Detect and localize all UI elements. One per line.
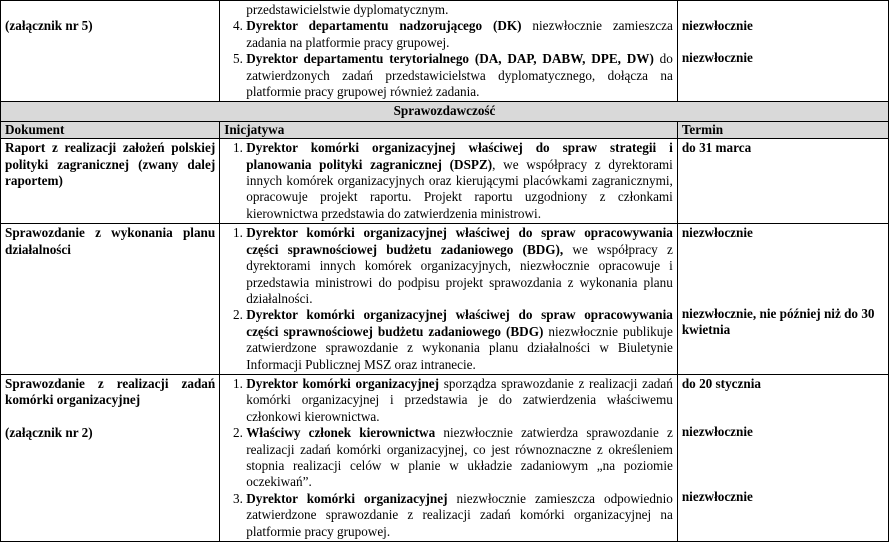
- initiative-cell: [220, 224, 678, 375]
- initiative-list: [224, 376, 673, 540]
- doc-cell: Raport z realizacji założeń polskiej polityki zagranicznej (zwany dalej raportem): [1, 139, 220, 224]
- col-header-initiative: Inicjatywa: [220, 121, 678, 138]
- table-row: [1, 139, 889, 224]
- doc-cell: [1, 1, 220, 102]
- term-value: niezwłocznie: [681, 50, 753, 66]
- doc-title: Sprawozdanie z realizacji zadań komórki organizacyjnej: [5, 375, 216, 408]
- initiative-list: [224, 18, 673, 100]
- initiative-cell: [220, 139, 678, 224]
- section-header-row: [1, 102, 889, 121]
- table-row: [1, 224, 889, 375]
- col-header-document: Dokument: [1, 121, 220, 138]
- list-item: 2. Właściwy członek kierownictwa niezwłocznie zatwierdza sprawozdanie z realizacji zadań komórki organizacyjnej, co jest równoznaczne z określeniem stopnia realizacji celów w planie w układzie zadaniowym „na poziomie oczekiwań”.: [246, 425, 673, 491]
- term-value: niezwłocznie: [681, 18, 753, 33]
- list-item: 1. Dyrektor komórki organizacyjnej właściwej do spraw opracowywania części sprawnościowej budżetu zadaniowego (BDG), we współpracy z dyrektorami innych komórek organizacyjnych, niezwłocznie opracowuje i przedstawia ministrowi do podpisu projekt sprawozdania z wykonania planu działalności.: [246, 225, 673, 307]
- initiative-list: [224, 140, 673, 222]
- initiative-list: [224, 225, 673, 373]
- term-cell: [677, 224, 888, 375]
- list-item: 3. Dyrektor komórki organizacyjnej niezwłocznie zamieszcza odpowiednio zatwierdzone sprawozdanie z realizacji zadań komórki organizacyjnej na platformie pracy grupowej.: [246, 491, 673, 540]
- doc-cell: [1, 374, 220, 541]
- list-item: 1. Dyrektor komórki organizacyjnej właściwej do spraw strategii i planowania polityki zagranicznej (DSPZ), we współpracy z dyrektorami innych komórek organizacyjnych oraz kierującymi placówkami zagranicznymi, opracowuje projekt raportu. Projekt raportu uzgodniony z członkami kierownictwa przedstawia do zatwierdzenia ministrowi.: [246, 140, 673, 222]
- col-header-term: Termin: [677, 121, 888, 138]
- doc-annex-label: (załącznik nr 2): [5, 424, 93, 440]
- list-item: 5. Dyrektor departamentu terytorialnego (DA, DAP, DABW, DPE, DW) do zatwierdzonych zadań przedstawicielstwa dyplomatycznego, dołącza na platformie pracy grupowej również zadania.: [246, 51, 673, 100]
- column-header-row: [1, 121, 889, 138]
- term-cell: [677, 1, 888, 102]
- term-cell: [677, 139, 888, 224]
- term-value: do 20 stycznia: [681, 375, 761, 391]
- initiative-cell: [220, 374, 678, 541]
- doc-cell: Sprawozdanie z wykonania planu działalności: [1, 224, 220, 375]
- doc-annex-label: (załącznik nr 5): [5, 18, 93, 33]
- continued-row: [1, 1, 889, 102]
- initiative-cell: [220, 1, 678, 102]
- list-item: 1. Dyrektor komórki organizacyjnej sporządza sprawozdanie z realizacji zadań komórki organizacyjnej i przedstawia je do zatwierdzenia właściwemu członkowi kierownictwa.: [246, 376, 673, 425]
- list-item: 4. Dyrektor departamentu nadzorującego (DK) niezwłocznie zamieszcza zadania na platformie pracy grupowej.: [246, 18, 673, 51]
- term-value: niezwłocznie, nie później niż do 30 kwietnia: [681, 305, 875, 338]
- term-value: do 31 marca: [681, 140, 752, 156]
- term-value: niezwłocznie: [681, 225, 753, 241]
- list-item: 2. Dyrektor komórki organizacyjnej właściwej do spraw opracowywania części sprawnościowej budżetu zadaniowego (BDG) niezwłocznie publikuje zatwierdzone sprawozdanie z wykonania planu działalności w Biuletynie Informacji Publicznej MSZ oraz intranecie.: [246, 307, 673, 373]
- term-value: niezwłocznie: [681, 424, 753, 440]
- term-cell: [677, 374, 888, 541]
- section-title: Sprawozdawczość: [1, 102, 889, 121]
- table-row: [1, 374, 889, 541]
- term-value: niezwłocznie: [681, 488, 753, 504]
- continued-text: przedstawicielstwie dyplomatycznym.: [246, 2, 449, 17]
